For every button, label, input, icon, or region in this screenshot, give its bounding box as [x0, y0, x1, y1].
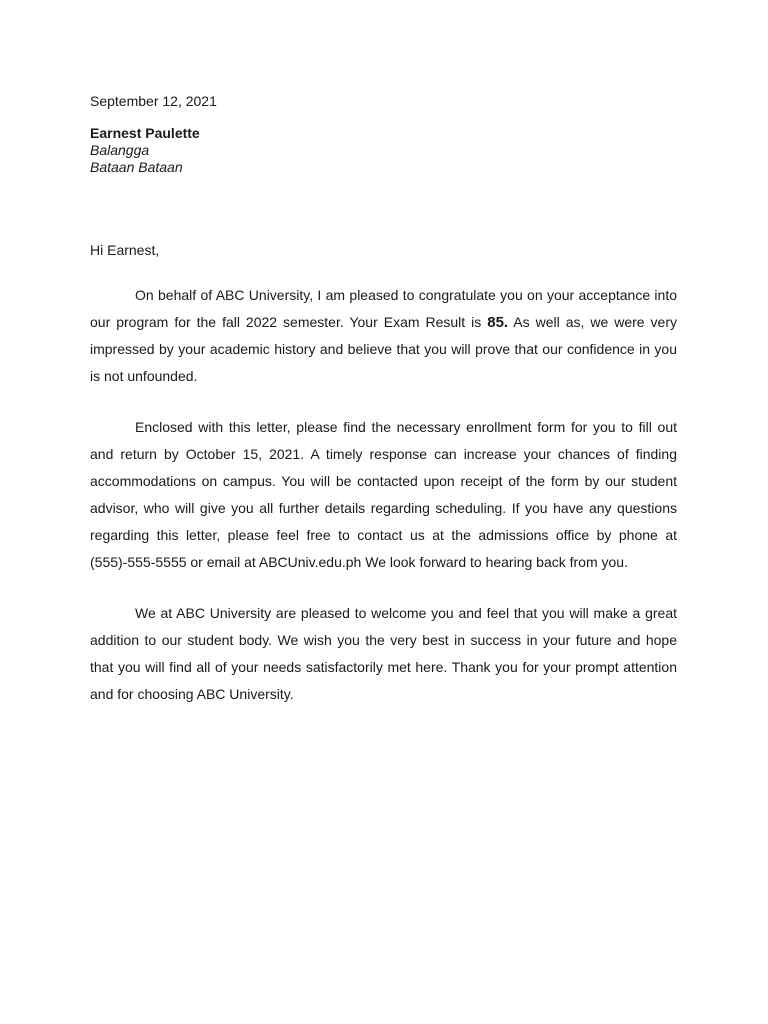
body-paragraph-1 — [90, 282, 677, 390]
letter-date: September 12, 2021 — [90, 93, 217, 109]
salutation: Hi Earnest, — [90, 242, 160, 258]
recipient-name: Earnest Paulette — [90, 125, 200, 141]
recipient-address-line-2: Bataan Bataan — [90, 159, 183, 175]
paragraph-1-text-start: On behalf of ABC University, I am pleased to congratulate you on your acceptance into our program for the fall 2022 semester. Your Exam Result is — [90, 287, 677, 330]
letter-page — [90, 92, 677, 722]
recipient-address-line-1: Balangga — [90, 142, 150, 158]
recipient-block — [90, 125, 677, 176]
paragraph-1-text-end: As well as, we were very impressed by your academic history and believe that you will prove that our confidence in you is not unfounded. — [90, 314, 678, 384]
exam-score: 85. — [487, 314, 509, 331]
body-paragraph-2: Enclosed with this letter, please find the necessary enrollment form for you to fill out and return by October 15, 2021. A timely response can increase your chances of finding accommodations on campus. You will be contacted upon receipt of the form by our student advisor, who will give you all further details regarding scheduling. If you have any questions regarding this letter, please feel free to contact us at the admissions office by phone at (555)-555-5555 or email at ABCUniv.edu.ph We look forward to hearing back from you. — [90, 419, 677, 570]
body-paragraph-3: We at ABC University are pleased to welcome you and feel that you will make a great addition to our student body. We wish you the very best in success in your future and hope that you will find all of your needs satisfactorily met here. Thank you for your prompt attention and for choosing ABC University. — [90, 605, 677, 702]
